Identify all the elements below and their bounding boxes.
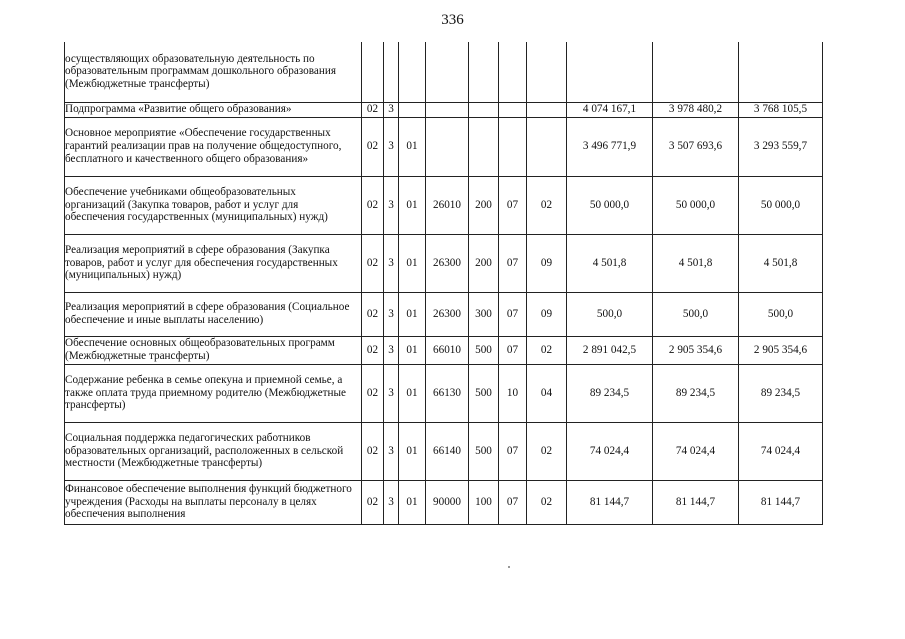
amount-year-3: 81 144,7 (760, 495, 801, 508)
expense-type-code: 500 (475, 386, 492, 399)
activity-code-cell (399, 176, 426, 234)
amount-year-2-cell (653, 176, 739, 234)
budget-table (64, 42, 823, 525)
table-row (65, 364, 823, 422)
program-code: 02 (366, 444, 379, 457)
subsection-code-cell (527, 176, 567, 234)
scan-speck (508, 566, 510, 568)
subsection-code-cell (527, 364, 567, 422)
row-name: Обеспечение основных общеобразовательных программ (Межбюджетные трансферты) (65, 337, 335, 362)
row-name: Социальная поддержка педагогических работников образовательных организаций, расположенных в сельской местности (Межбюджетные трансферты) (65, 431, 344, 470)
section-code-cell (499, 102, 527, 117)
program-code-cell (362, 364, 384, 422)
subsection-code: 02 (540, 495, 553, 508)
amount-year-1: 2 891 042,5 (582, 343, 637, 356)
direction-code: 26010 (433, 198, 461, 211)
table-row (65, 422, 823, 480)
amount-year-3: 50 000,0 (760, 198, 801, 211)
amount-year-1: 4 501,8 (592, 256, 627, 269)
subsection-code: 02 (540, 444, 553, 457)
section-code: 10 (506, 386, 519, 399)
amount-year-3-cell (739, 480, 823, 524)
subsection-code-cell (527, 336, 567, 364)
program-code-cell (362, 480, 384, 524)
activity-code-cell (399, 234, 426, 292)
amount-year-1: 50 000,0 (589, 198, 630, 211)
direction-code-cell (426, 336, 469, 364)
amount-year-1-cell (567, 292, 653, 336)
table-row (65, 234, 823, 292)
activity-code-cell (399, 364, 426, 422)
direction-code: 66130 (433, 386, 461, 399)
program-code-cell (362, 292, 384, 336)
subprogram-code-cell (384, 292, 399, 336)
activity-code: 01 (406, 386, 418, 399)
row-name-cell (65, 42, 362, 102)
program-code: 02 (366, 386, 379, 399)
amount-year-3: 500,0 (767, 307, 794, 320)
section-code: 07 (506, 495, 519, 508)
table-row (65, 480, 823, 524)
subsection-code-cell (527, 117, 567, 176)
expense-type-code-cell (469, 234, 499, 292)
direction-code: 26300 (433, 256, 461, 269)
table-row (65, 292, 823, 336)
amount-year-1: 89 234,5 (589, 386, 630, 399)
subprogram-code: 3 (388, 103, 394, 116)
expense-type-code-cell (469, 364, 499, 422)
amount-year-1: 4 074 167,1 (582, 103, 637, 116)
expense-type-code-cell (469, 42, 499, 102)
amount-year-2: 2 905 354,6 (668, 343, 723, 356)
activity-code-cell (399, 102, 426, 117)
subprogram-code-cell (384, 42, 399, 102)
amount-year-1-cell (567, 234, 653, 292)
table-row (65, 176, 823, 234)
amount-year-1: 81 144,7 (589, 495, 630, 508)
amount-year-3-cell (739, 102, 823, 117)
program-code-cell (362, 336, 384, 364)
amount-year-3: 74 024,4 (760, 444, 801, 457)
subprogram-code: 3 (388, 198, 394, 211)
activity-code: 01 (406, 495, 418, 508)
expense-type-code-cell (469, 102, 499, 117)
subprogram-code: 3 (388, 386, 394, 399)
activity-code-cell (399, 336, 426, 364)
amount-year-1-cell (567, 42, 653, 102)
subsection-code-cell (527, 480, 567, 524)
program-code: 02 (366, 256, 379, 269)
activity-code: 01 (406, 198, 418, 211)
expense-type-code-cell (469, 117, 499, 176)
row-name-cell (65, 102, 362, 117)
amount-year-1-cell (567, 422, 653, 480)
subprogram-code: 3 (388, 140, 394, 153)
row-name: Основное мероприятие «Обеспечение государственных гарантий реализации прав на получение общедоступного, бесплатного и качественного общего образования» (65, 127, 342, 165)
subprogram-code-cell (384, 117, 399, 176)
amount-year-3-cell (739, 364, 823, 422)
activity-code: 01 (406, 343, 418, 356)
amount-year-2: 89 234,5 (675, 386, 716, 399)
table-row (65, 102, 823, 117)
expense-type-code-cell (469, 422, 499, 480)
subprogram-code: 3 (388, 307, 394, 320)
row-name: Реализация мероприятий в сфере образования (Социальное обеспечение и иные выплаты населению) (65, 301, 350, 326)
expense-type-code: 500 (475, 444, 492, 457)
program-code-cell (362, 234, 384, 292)
amount-year-3-cell (739, 336, 823, 364)
section-code: 07 (506, 444, 519, 457)
amount-year-3-cell (739, 117, 823, 176)
amount-year-1-cell (567, 336, 653, 364)
subsection-code: 02 (540, 198, 553, 211)
section-code-cell (499, 480, 527, 524)
section-code-cell (499, 234, 527, 292)
program-code: 02 (366, 307, 379, 320)
subsection-code-cell (527, 234, 567, 292)
row-name: Финансовое обеспечение выполнения функций бюджетного учреждения (Расходы на выплаты персоналу в целях обеспечения выполнения (65, 482, 352, 521)
section-code-cell (499, 336, 527, 364)
section-code-cell (499, 117, 527, 176)
section-code-cell (499, 364, 527, 422)
amount-year-1: 3 496 771,9 (582, 140, 637, 153)
program-code: 02 (366, 103, 379, 116)
amount-year-3-cell (739, 422, 823, 480)
subsection-code: 02 (540, 343, 553, 356)
row-name-cell (65, 480, 362, 524)
section-code-cell (499, 292, 527, 336)
amount-year-2-cell (653, 292, 739, 336)
expense-type-code: 200 (475, 256, 492, 269)
subsection-code: 09 (540, 256, 553, 269)
amount-year-3-cell (739, 176, 823, 234)
amount-year-2-cell (653, 117, 739, 176)
direction-code: 66010 (433, 343, 461, 356)
expense-type-code: 200 (475, 198, 492, 211)
amount-year-2-cell (653, 102, 739, 117)
direction-code-cell (426, 422, 469, 480)
program-code: 02 (366, 343, 379, 356)
expense-type-code-cell (469, 176, 499, 234)
subprogram-code-cell (384, 336, 399, 364)
direction-code-cell (426, 364, 469, 422)
subsection-code-cell (527, 422, 567, 480)
section-code: 07 (506, 307, 519, 320)
table-row (65, 117, 823, 176)
expense-type-code-cell (469, 292, 499, 336)
program-code-cell (362, 102, 384, 117)
row-name-cell (65, 364, 362, 422)
activity-code: 01 (406, 256, 418, 269)
program-code-cell (362, 42, 384, 102)
amount-year-2-cell (653, 480, 739, 524)
subprogram-code-cell (384, 234, 399, 292)
section-code: 07 (506, 256, 519, 269)
table-row (65, 336, 823, 364)
amount-year-2: 81 144,7 (675, 495, 716, 508)
table-row (65, 42, 823, 102)
amount-year-3: 2 905 354,6 (753, 343, 808, 356)
amount-year-2: 500,0 (682, 307, 709, 320)
activity-code-cell (399, 422, 426, 480)
direction-code-cell (426, 292, 469, 336)
row-name-cell (65, 422, 362, 480)
direction-code: 66140 (433, 444, 461, 457)
amount-year-3-cell (739, 42, 823, 102)
amount-year-3-cell (739, 234, 823, 292)
amount-year-2-cell (653, 364, 739, 422)
expense-type-code: 500 (475, 343, 492, 356)
expense-type-code: 300 (475, 307, 492, 320)
amount-year-2: 3 507 693,6 (668, 140, 723, 153)
activity-code-cell (399, 117, 426, 176)
subprogram-code: 3 (388, 444, 394, 457)
row-name-cell (65, 234, 362, 292)
amount-year-3: 4 501,8 (763, 256, 798, 269)
subprogram-code: 3 (388, 256, 394, 269)
amount-year-2-cell (653, 422, 739, 480)
direction-code-cell (426, 480, 469, 524)
amount-year-3-cell (739, 292, 823, 336)
subprogram-code-cell (384, 480, 399, 524)
subprogram-code-cell (384, 422, 399, 480)
row-name-cell (65, 336, 362, 364)
subprogram-code-cell (384, 176, 399, 234)
subprogram-code-cell (384, 364, 399, 422)
row-name-cell (65, 292, 362, 336)
amount-year-1-cell (567, 480, 653, 524)
amount-year-1: 500,0 (596, 307, 623, 320)
row-name: Обеспечение учебниками общеобразовательных организаций (Закупка товаров, работ и услуг для обеспечения государственных (муниципальных) нужд) (65, 185, 328, 224)
amount-year-2-cell (653, 336, 739, 364)
page-number: 336 (441, 12, 464, 28)
activity-code: 01 (406, 444, 418, 457)
subsection-code-cell (527, 102, 567, 117)
amount-year-2: 50 000,0 (675, 198, 716, 211)
direction-code: 26300 (433, 307, 461, 320)
row-name: Подпрограмма «Развитие общего образования» (65, 103, 292, 116)
subsection-code-cell (527, 292, 567, 336)
amount-year-3: 3 293 559,7 (753, 140, 808, 153)
direction-code-cell (426, 42, 469, 102)
expense-type-code-cell (469, 336, 499, 364)
amount-year-1-cell (567, 176, 653, 234)
section-code: 07 (506, 198, 519, 211)
program-code-cell (362, 176, 384, 234)
direction-code-cell (426, 117, 469, 176)
activity-code: 01 (406, 307, 418, 320)
subsection-code: 04 (540, 386, 553, 399)
row-name-cell (65, 117, 362, 176)
amount-year-2: 4 501,8 (678, 256, 713, 269)
expense-type-code-cell (469, 480, 499, 524)
row-name: осуществляющих образовательную деятельность по образовательным программам дошкольного образования (Межбюджетные трансферты) (65, 52, 336, 91)
row-name: Реализация мероприятий в сфере образования (Закупка товаров, работ и услуг для обеспечения государственных (муниципальных) нужд) (65, 243, 338, 282)
program-code: 02 (366, 140, 379, 153)
section-code-cell (499, 422, 527, 480)
activity-code-cell (399, 480, 426, 524)
amount-year-2-cell (653, 42, 739, 102)
amount-year-2: 74 024,4 (675, 444, 716, 457)
section-code: 07 (506, 343, 519, 356)
expense-type-code: 100 (475, 495, 492, 508)
amount-year-2-cell (653, 234, 739, 292)
program-code-cell (362, 117, 384, 176)
amount-year-1-cell (567, 364, 653, 422)
amount-year-1-cell (567, 102, 653, 117)
direction-code: 90000 (433, 495, 461, 508)
subprogram-code-cell (384, 102, 399, 117)
subsection-code: 09 (540, 307, 553, 320)
amount-year-3: 89 234,5 (760, 386, 801, 399)
subprogram-code: 3 (388, 343, 394, 356)
amount-year-3: 3 768 105,5 (753, 103, 808, 116)
section-code-cell (499, 176, 527, 234)
row-name-cell (65, 176, 362, 234)
direction-code-cell (426, 234, 469, 292)
program-code: 02 (366, 198, 379, 211)
subprogram-code: 3 (388, 495, 394, 508)
direction-code-cell (426, 176, 469, 234)
amount-year-1-cell (567, 117, 653, 176)
amount-year-2: 3 978 480,2 (668, 103, 723, 116)
subsection-code-cell (527, 42, 567, 102)
amount-year-1: 74 024,4 (589, 444, 630, 457)
row-name: Содержание ребенка в семье опекуна и приемной семье, а также оплата труда приемному родителю (Межбюджетные трансферты) (65, 373, 346, 412)
activity-code-cell (399, 292, 426, 336)
section-code-cell (499, 42, 527, 102)
program-code: 02 (366, 495, 379, 508)
direction-code-cell (426, 102, 469, 117)
program-code-cell (362, 422, 384, 480)
activity-code-cell (399, 42, 426, 102)
activity-code: 01 (406, 140, 418, 153)
